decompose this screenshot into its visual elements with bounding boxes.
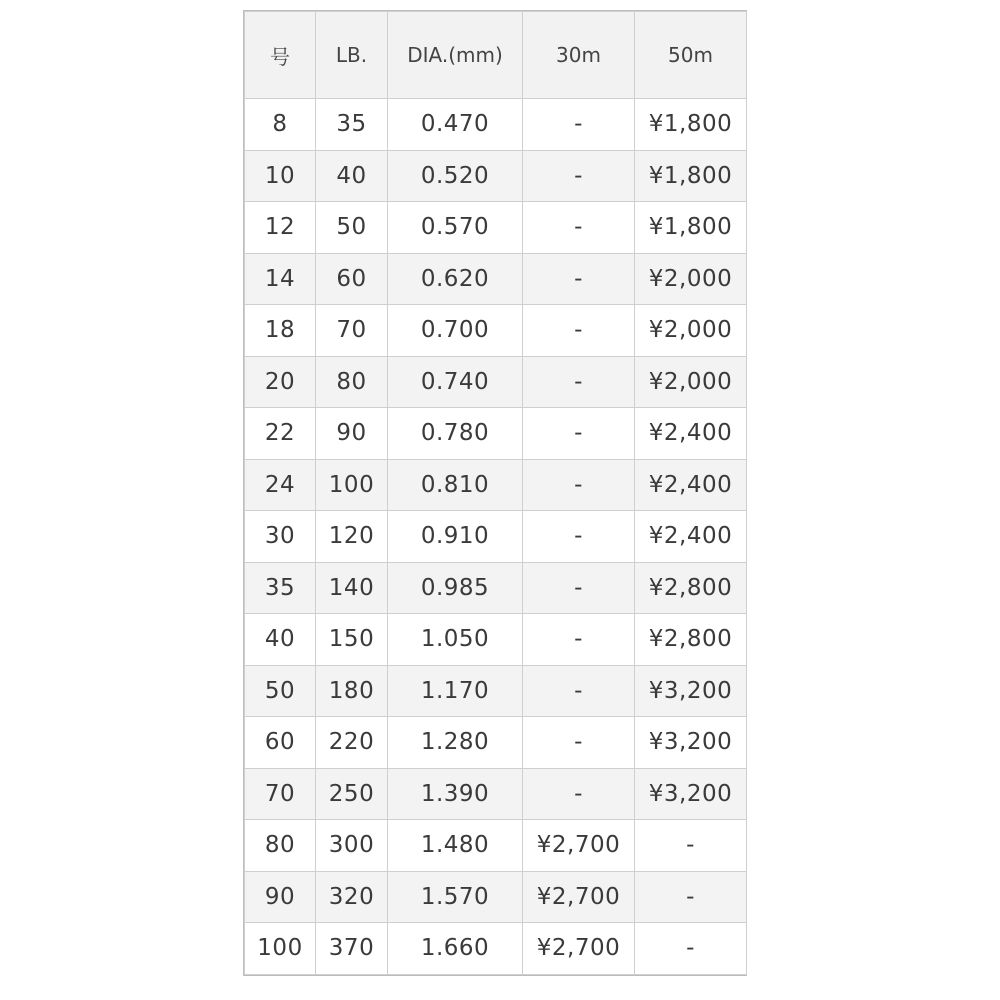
cell-price-30m: - xyxy=(523,99,635,151)
cell-lb: 300 xyxy=(316,820,388,872)
header-lb: LB. xyxy=(316,12,388,99)
cell-size: 60 xyxy=(245,717,316,769)
cell-size: 8 xyxy=(245,99,316,151)
cell-diameter: 0.780 xyxy=(388,408,523,460)
cell-diameter: 0.910 xyxy=(388,511,523,563)
table-row xyxy=(245,871,747,923)
table-row xyxy=(245,562,747,614)
table-row xyxy=(245,665,747,717)
table-header xyxy=(245,12,747,99)
table-row xyxy=(245,99,747,151)
cell-price-30m: - xyxy=(523,562,635,614)
table-row xyxy=(245,717,747,769)
cell-diameter: 1.390 xyxy=(388,768,523,820)
cell-price-30m: - xyxy=(523,356,635,408)
cell-diameter: 1.050 xyxy=(388,614,523,666)
cell-lb: 250 xyxy=(316,768,388,820)
cell-lb: 35 xyxy=(316,99,388,151)
table-row xyxy=(245,511,747,563)
cell-price-30m: - xyxy=(523,150,635,202)
table-row xyxy=(245,408,747,460)
cell-price-50m: - xyxy=(635,871,747,923)
table-row xyxy=(245,459,747,511)
header-30m: 30m xyxy=(523,12,635,99)
cell-lb: 40 xyxy=(316,150,388,202)
cell-price-50m: ¥2,400 xyxy=(635,408,747,460)
spec-table-container xyxy=(243,10,747,976)
table-row xyxy=(245,356,747,408)
cell-diameter: 1.280 xyxy=(388,717,523,769)
cell-price-50m: ¥2,400 xyxy=(635,511,747,563)
header-row xyxy=(245,12,747,99)
cell-price-30m: ¥2,700 xyxy=(523,820,635,872)
cell-price-30m: - xyxy=(523,614,635,666)
cell-diameter: 1.570 xyxy=(388,871,523,923)
cell-size: 14 xyxy=(245,253,316,305)
cell-size: 22 xyxy=(245,408,316,460)
cell-price-50m: - xyxy=(635,923,747,975)
cell-diameter: 1.480 xyxy=(388,820,523,872)
cell-price-50m: ¥3,200 xyxy=(635,665,747,717)
cell-diameter: 0.700 xyxy=(388,305,523,357)
header-size: 号 xyxy=(245,12,316,99)
cell-lb: 50 xyxy=(316,202,388,254)
cell-diameter: 0.985 xyxy=(388,562,523,614)
header-50m: 50m xyxy=(635,12,747,99)
cell-price-30m: - xyxy=(523,253,635,305)
cell-lb: 100 xyxy=(316,459,388,511)
spec-table xyxy=(244,11,747,975)
cell-price-50m: ¥2,800 xyxy=(635,614,747,666)
header-diameter: DIA.(mm) xyxy=(388,12,523,99)
cell-size: 18 xyxy=(245,305,316,357)
cell-size: 30 xyxy=(245,511,316,563)
cell-size: 12 xyxy=(245,202,316,254)
cell-size: 100 xyxy=(245,923,316,975)
cell-size: 40 xyxy=(245,614,316,666)
cell-diameter: 1.660 xyxy=(388,923,523,975)
cell-size: 24 xyxy=(245,459,316,511)
cell-price-50m: ¥3,200 xyxy=(635,717,747,769)
cell-lb: 180 xyxy=(316,665,388,717)
cell-lb: 320 xyxy=(316,871,388,923)
cell-price-50m: ¥2,400 xyxy=(635,459,747,511)
cell-lb: 90 xyxy=(316,408,388,460)
cell-size: 20 xyxy=(245,356,316,408)
table-row xyxy=(245,614,747,666)
cell-lb: 80 xyxy=(316,356,388,408)
cell-size: 50 xyxy=(245,665,316,717)
cell-price-50m: ¥3,200 xyxy=(635,768,747,820)
cell-lb: 70 xyxy=(316,305,388,357)
cell-lb: 150 xyxy=(316,614,388,666)
table-row xyxy=(245,150,747,202)
cell-diameter: 0.520 xyxy=(388,150,523,202)
cell-diameter: 0.470 xyxy=(388,99,523,151)
cell-size: 10 xyxy=(245,150,316,202)
cell-price-30m: - xyxy=(523,511,635,563)
cell-price-50m: ¥1,800 xyxy=(635,202,747,254)
cell-diameter: 0.740 xyxy=(388,356,523,408)
cell-diameter: 0.810 xyxy=(388,459,523,511)
table-row xyxy=(245,820,747,872)
cell-price-30m: ¥2,700 xyxy=(523,871,635,923)
cell-size: 35 xyxy=(245,562,316,614)
table-body xyxy=(245,99,747,975)
cell-price-30m: ¥2,700 xyxy=(523,923,635,975)
cell-price-50m: ¥2,000 xyxy=(635,356,747,408)
cell-price-50m: - xyxy=(635,820,747,872)
cell-size: 80 xyxy=(245,820,316,872)
cell-lb: 140 xyxy=(316,562,388,614)
cell-price-30m: - xyxy=(523,305,635,357)
table-row xyxy=(245,305,747,357)
cell-diameter: 0.570 xyxy=(388,202,523,254)
cell-lb: 220 xyxy=(316,717,388,769)
cell-price-30m: - xyxy=(523,665,635,717)
cell-price-50m: ¥1,800 xyxy=(635,150,747,202)
table-row xyxy=(245,768,747,820)
cell-price-50m: ¥1,800 xyxy=(635,99,747,151)
cell-size: 90 xyxy=(245,871,316,923)
cell-diameter: 0.620 xyxy=(388,253,523,305)
cell-price-50m: ¥2,800 xyxy=(635,562,747,614)
table-row xyxy=(245,253,747,305)
cell-diameter: 1.170 xyxy=(388,665,523,717)
cell-price-30m: - xyxy=(523,408,635,460)
cell-price-50m: ¥2,000 xyxy=(635,253,747,305)
table-row xyxy=(245,202,747,254)
cell-lb: 60 xyxy=(316,253,388,305)
cell-size: 70 xyxy=(245,768,316,820)
table-row xyxy=(245,923,747,975)
cell-price-30m: - xyxy=(523,202,635,254)
cell-price-30m: - xyxy=(523,459,635,511)
cell-price-50m: ¥2,000 xyxy=(635,305,747,357)
cell-price-30m: - xyxy=(523,768,635,820)
cell-lb: 120 xyxy=(316,511,388,563)
cell-lb: 370 xyxy=(316,923,388,975)
cell-price-30m: - xyxy=(523,717,635,769)
